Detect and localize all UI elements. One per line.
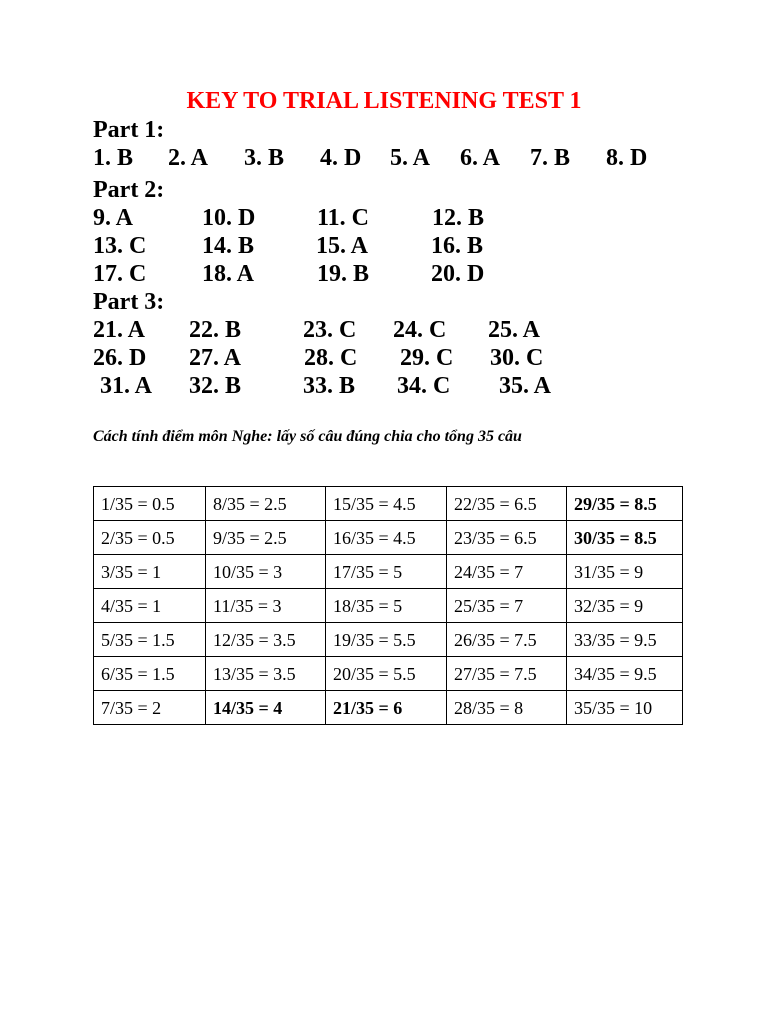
table-cell: 20/35 = 5.5 — [326, 657, 447, 691]
answer-17: 17. C — [93, 261, 147, 287]
table-cell: 15/35 = 4.5 — [326, 487, 447, 521]
table-cell: 31/35 = 9 — [567, 555, 683, 589]
answer-8: 8. D — [606, 145, 648, 171]
answer-34: 34. C — [397, 373, 451, 399]
answer-26: 26. D — [93, 345, 147, 371]
table-cell: 25/35 = 7 — [447, 589, 567, 623]
table-cell: 32/35 = 9 — [567, 589, 683, 623]
answer-32: 32. B — [189, 373, 242, 399]
answer-21: 21. A — [93, 317, 146, 343]
answer-2: 2. A — [168, 145, 209, 171]
scoring-note: Cách tính điểm môn Nghe: lấy số câu đúng chia cho tổng 35 câu — [93, 428, 522, 445]
answer-19: 19. B — [317, 261, 370, 287]
answer-4: 4. D — [320, 145, 362, 171]
table-cell: 24/35 = 7 — [447, 555, 567, 589]
answer-11: 11. C — [317, 205, 370, 231]
answer-1: 1. B — [93, 145, 134, 171]
table-cell: 5/35 = 1.5 — [94, 623, 206, 657]
table-cell: 6/35 = 1.5 — [94, 657, 206, 691]
part-3-heading: Part 3: — [93, 289, 165, 315]
table-cell: 29/35 = 8.5 — [567, 487, 683, 521]
table-cell: 14/35 = 4 — [206, 691, 326, 725]
table-cell: 23/35 = 6.5 — [447, 521, 567, 555]
answer-25: 25. A — [488, 317, 541, 343]
part-3-row-2 — [93, 343, 573, 373]
answer-30: 30. C — [490, 345, 544, 371]
answer-6: 6. A — [460, 145, 501, 171]
table-cell: 16/35 = 4.5 — [326, 521, 447, 555]
table-row — [94, 589, 683, 623]
part-2-row-2 — [93, 231, 573, 261]
table-cell: 13/35 = 3.5 — [206, 657, 326, 691]
table-cell: 17/35 = 5 — [326, 555, 447, 589]
answer-16: 16. B — [431, 233, 484, 259]
table-cell: 18/35 = 5 — [326, 589, 447, 623]
part-3-row-3 — [93, 371, 573, 401]
answer-13: 13. C — [93, 233, 147, 259]
answer-33: 33. B — [303, 373, 356, 399]
answer-9: 9. A — [93, 205, 134, 231]
table-cell: 21/35 = 6 — [326, 691, 447, 725]
answer-10: 10. D — [202, 205, 256, 231]
part-2-row-3 — [93, 259, 573, 289]
document-title: KEY TO TRIAL LISTENING TEST 1 — [186, 88, 582, 114]
table-row — [94, 657, 683, 691]
answer-24: 24. C — [393, 317, 447, 343]
answer-5: 5. A — [390, 145, 431, 171]
table-cell: 33/35 = 9.5 — [567, 623, 683, 657]
score-table — [93, 486, 683, 725]
table-cell: 10/35 = 3 — [206, 555, 326, 589]
part-2-heading: Part 2: — [93, 177, 165, 203]
table-cell: 26/35 = 7.5 — [447, 623, 567, 657]
table-cell: 4/35 = 1 — [94, 589, 206, 623]
answer-12: 12. B — [432, 205, 485, 231]
answer-22: 22. B — [189, 317, 242, 343]
table-cell: 19/35 = 5.5 — [326, 623, 447, 657]
table-cell: 28/35 = 8 — [447, 691, 567, 725]
table-cell: 3/35 = 1 — [94, 555, 206, 589]
table-row — [94, 555, 683, 589]
table-cell: 11/35 = 3 — [206, 589, 326, 623]
part-2-row-1 — [93, 203, 573, 233]
answer-3: 3. B — [244, 145, 285, 171]
table-cell: 22/35 = 6.5 — [447, 487, 567, 521]
table-row — [94, 521, 683, 555]
table-cell: 7/35 = 2 — [94, 691, 206, 725]
table-cell: 12/35 = 3.5 — [206, 623, 326, 657]
answer-31: 31. A — [100, 373, 153, 399]
answer-7: 7. B — [530, 145, 571, 171]
answer-28: 28. C — [304, 345, 358, 371]
part-1-heading: Part 1: — [93, 117, 165, 143]
answer-27: 27. A — [189, 345, 242, 371]
table-row — [94, 487, 683, 521]
table-row — [94, 623, 683, 657]
part-3-row-1 — [93, 315, 573, 345]
table-cell: 9/35 = 2.5 — [206, 521, 326, 555]
answer-23: 23. C — [303, 317, 357, 343]
table-cell: 30/35 = 8.5 — [567, 521, 683, 555]
table-cell: 35/35 = 10 — [567, 691, 683, 725]
table-cell: 27/35 = 7.5 — [447, 657, 567, 691]
answer-29: 29. C — [400, 345, 454, 371]
answer-18: 18. A — [202, 261, 255, 287]
table-cell: 8/35 = 2.5 — [206, 487, 326, 521]
answer-15: 15. A — [316, 233, 369, 259]
table-row — [94, 691, 683, 725]
table-cell: 1/35 = 0.5 — [94, 487, 206, 521]
answer-35: 35. A — [499, 373, 552, 399]
table-cell: 34/35 = 9.5 — [567, 657, 683, 691]
part-1-answers — [93, 143, 693, 173]
answer-20: 20. D — [431, 261, 485, 287]
table-cell: 2/35 = 0.5 — [94, 521, 206, 555]
answer-14: 14. B — [202, 233, 255, 259]
